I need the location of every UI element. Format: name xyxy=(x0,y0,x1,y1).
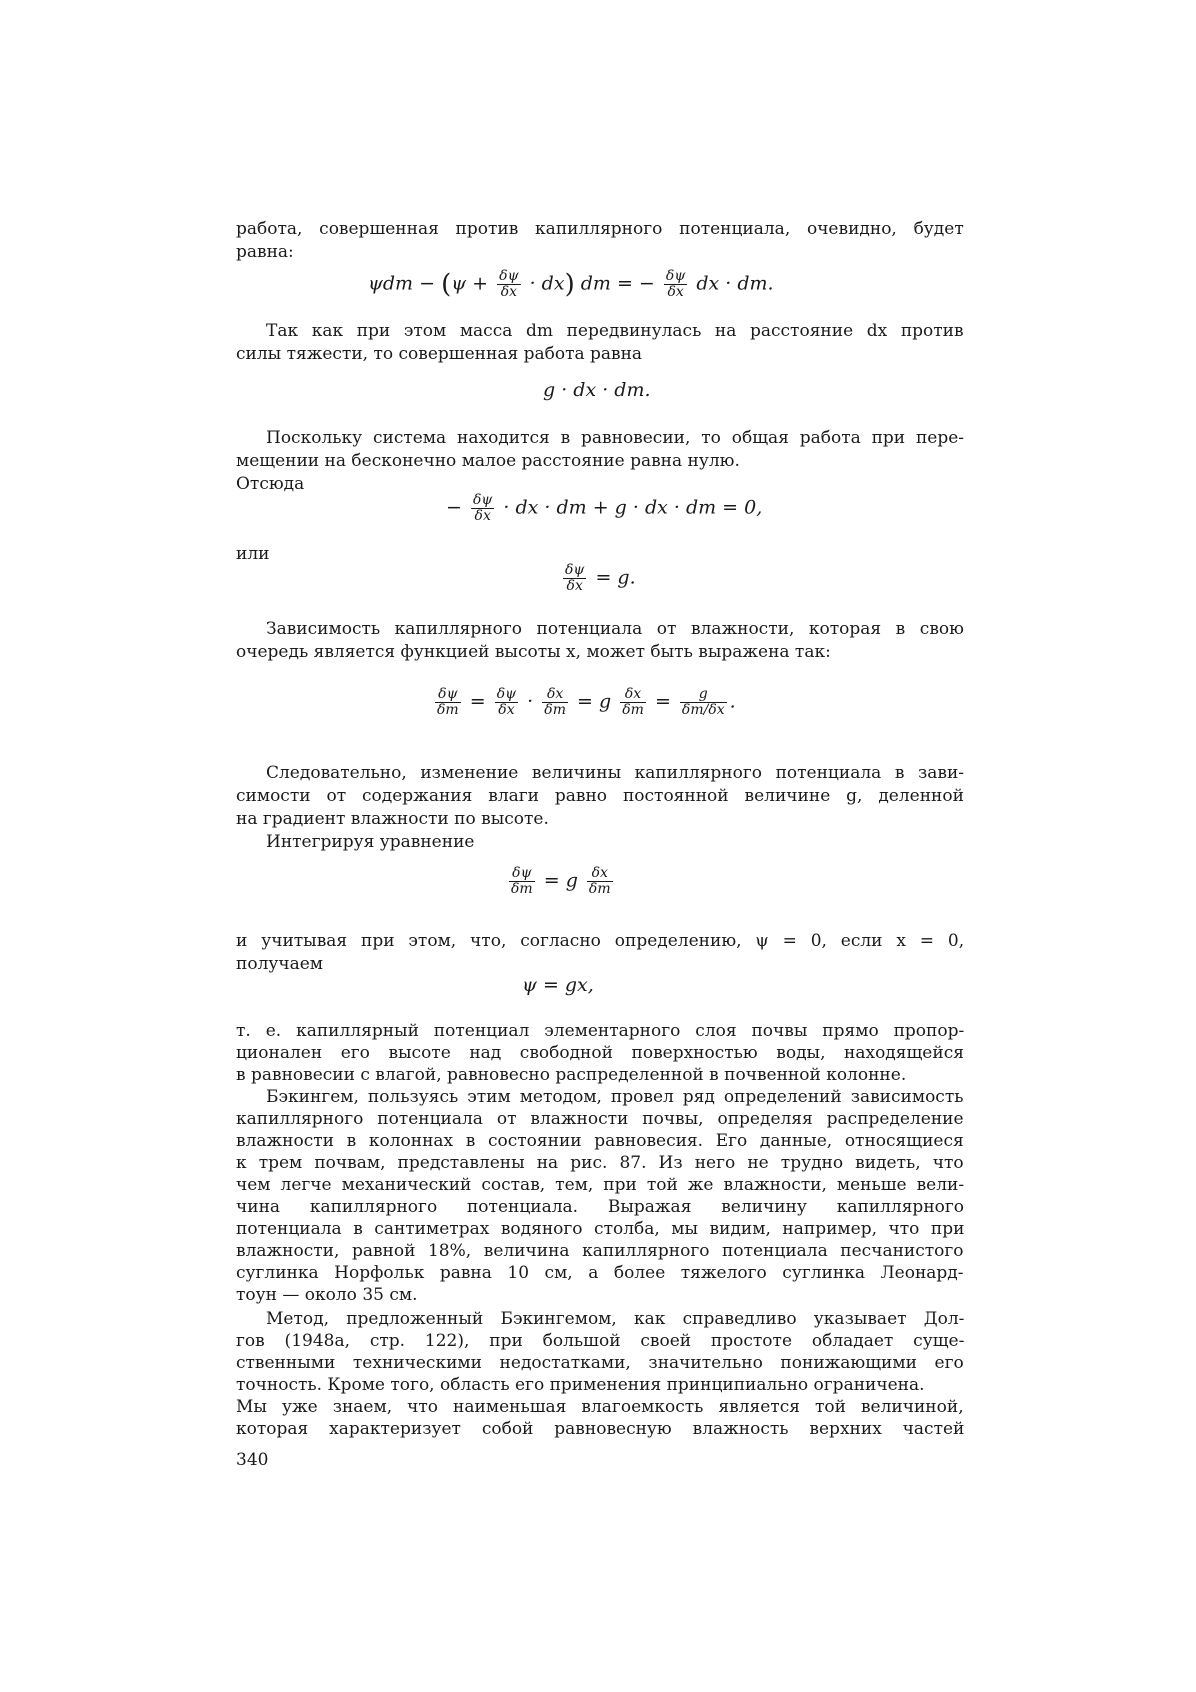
text-line: ственными техническими недостатками, значительно понижающими его xyxy=(236,1353,964,1373)
text-line: на градиент влажности по высоте. xyxy=(236,809,549,829)
text-line: Отсюда xyxy=(236,474,305,494)
text-line: потенциала в сантиметрах водяного столба, мы видим, например, что при xyxy=(236,1219,965,1239)
text-line: в равновесии с влагой, равновесно распределенной в почвенной колонне. xyxy=(236,1065,907,1085)
text-line: силы тяжести, то совершенная работа равна xyxy=(236,344,643,364)
text-line: к трем почвам, представлены на рис. 87. Из него не трудно видеть, что xyxy=(236,1153,964,1173)
text-line: Мы уже знаем, что наименьшая влагоемкость является той величиной, xyxy=(236,1397,964,1417)
text-line: работа, совершенная против капиллярного потенциала, очевидно, будет xyxy=(236,219,964,239)
text-line: ционален его высоте над свободной поверхностью воды, находящейся xyxy=(236,1043,964,1063)
text-line: Следовательно, изменение величины капиллярного потенциала в зави- xyxy=(266,763,965,783)
text-line: очередь является функцией высоты x, может быть выражена так: xyxy=(236,642,831,662)
text-line: Интегрируя уравнение xyxy=(266,832,475,852)
text-line: Метод, предложенный Бэкингемом, как справедливо указывает Дол- xyxy=(266,1309,965,1329)
text-line: симости от содержания влаги равно постоянной величине g, деленной xyxy=(236,786,964,806)
text-line: влажности, равной 18%, величина капиллярного потенциала песчанистого xyxy=(236,1241,964,1261)
equation-7: ψ = gx, xyxy=(522,974,594,996)
text-line: равна: xyxy=(236,242,294,262)
text-line: капиллярного потенциала от влажности почвы, определяя распределение xyxy=(236,1109,964,1129)
text-line: получаем xyxy=(236,954,324,974)
text-line: чина капиллярного потенциала. Выражая величину капиллярного xyxy=(236,1197,965,1217)
text-line: тоун — около 35 см. xyxy=(236,1285,418,1305)
equation-4: $\frac{\delta\psi}{\delta x}$ = g. xyxy=(565,562,636,594)
equation-6: $\frac{\delta\psi}{\delta m}$ = g $\frac{\delta x}{\delta m}$ xyxy=(511,865,611,897)
text-line: влажности в колоннах в состоянии равновесия. Его данные, относящиеся xyxy=(236,1131,964,1151)
equation-1: ψdm − (ψ + $\frac{\delta\psi}{\delta x}$ · dx) dm = − $\frac{\delta\psi}{\delta x}$ dx · dm. xyxy=(368,268,774,300)
text-line: суглинка Норфольк равна 10 см, а более тяжелого суглинка Леонард- xyxy=(236,1263,964,1283)
text-line: или xyxy=(236,544,270,564)
text-line: и учитывая при этом, что, согласно определению, ψ = 0, если x = 0, xyxy=(236,931,965,951)
equation-3: − $\frac{\delta\psi}{\delta x}$ · dx · dm + g · dx · dm = 0, xyxy=(446,492,763,524)
text-line: т. е. капиллярный потенциал элементарного слоя почвы прямо пропор- xyxy=(236,1021,965,1041)
page-number: 340 xyxy=(236,1450,269,1470)
text-line: гов (1948а, стр. 122), при большой своей простоте обладает суще- xyxy=(236,1331,965,1351)
equation-2: g · dx · dm. xyxy=(543,379,651,401)
text-line: которая характеризует собой равновесную влажность верхних частей xyxy=(236,1419,965,1439)
text-line: Зависимость капиллярного потенциала от влажности, которая в свою xyxy=(266,619,964,639)
text-line: мещении на бесконечно малое расстояние равна нулю. xyxy=(236,451,740,471)
text-line: Бэкингем, пользуясь этим методом, провел ряд определений зависимость xyxy=(266,1087,964,1107)
text-line: точность. Кроме того, область его применения принципиально ограничена. xyxy=(236,1375,925,1395)
text-line: Так как при этом масса dm передвинулась на расстояние dx против xyxy=(266,321,964,341)
text-line: Поскольку система находится в равновесии, то общая работа при пере- xyxy=(266,428,965,448)
text-line: чем легче механический состав, тем, при той же влажности, меньше вели- xyxy=(236,1175,965,1195)
equation-5: $\frac{\delta\psi}{\delta m}$ = $\frac{\delta\psi}{\delta x}$ · $\frac{\delta x}{\delta m}$ = g $\frac{\delta x}{\delta m}$ = $\frac{g}{\delta m/\delta x}$ . xyxy=(437,686,736,718)
